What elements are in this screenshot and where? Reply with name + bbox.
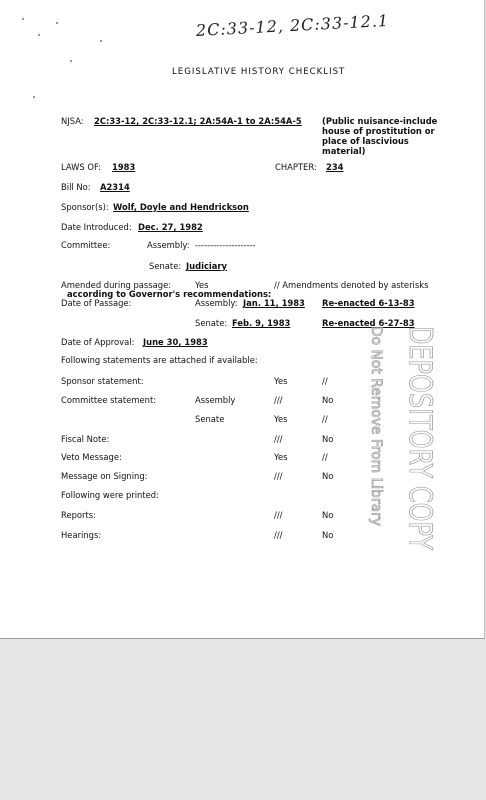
- amended-label: Amended during passage:: [61, 280, 172, 290]
- sponsor-statement-yes: Yes: [274, 376, 288, 386]
- printed-heading: Following were printed:: [61, 490, 159, 500]
- njsa-note-line: place of lascivious: [322, 136, 409, 146]
- page-title: LEGISLATIVE HISTORY CHECKLIST: [172, 67, 346, 77]
- fiscal-note-no: No: [322, 434, 334, 444]
- passage-assembly-label: Assembly:: [195, 298, 238, 308]
- reports-yes: ///: [274, 510, 283, 520]
- approval-label: Date of Approval:: [61, 337, 135, 347]
- committee-assembly-label: Assembly:: [147, 240, 190, 250]
- signing-message-no: No: [322, 471, 334, 481]
- committee-statement-assembly-yes: ///: [274, 395, 283, 405]
- committee-senate-value: Judiciary: [186, 261, 228, 271]
- chapter-label: CHAPTER:: [275, 162, 317, 172]
- passage-assembly-value: Jan. 11, 1983: [243, 298, 305, 308]
- scan-speck: [70, 60, 72, 62]
- laws-of-label: LAWS OF:: [61, 162, 101, 172]
- passage-senate-value: Feb. 9, 1983: [232, 318, 291, 328]
- signing-message-yes: ///: [274, 471, 283, 481]
- date-introduced-value: Dec. 27, 1982: [138, 222, 203, 232]
- committee-assembly-value: --------------------: [195, 240, 256, 250]
- date-introduced-label: Date Introduced:: [61, 222, 132, 232]
- depository-stamp-graphic: [366, 322, 446, 552]
- njsa-note-line: house of prostitution or: [322, 126, 435, 136]
- reports-no: No: [322, 510, 334, 520]
- njsa-note-line: material): [322, 146, 366, 156]
- njsa-label: NJSA:: [61, 116, 84, 126]
- scan-speck: [22, 18, 24, 20]
- bill-no-label: Bill No:: [61, 182, 91, 192]
- amended-note: // Amendments denoted by asterisks: [274, 280, 429, 290]
- sponsor-statement-label: Sponsor statement:: [61, 376, 144, 386]
- hearings-yes: ///: [274, 530, 283, 540]
- signing-message-label: Message on Signing:: [61, 471, 148, 481]
- stamp-line-1: DEPOSITORY COPY: [402, 326, 438, 552]
- scan-speck: [100, 40, 102, 42]
- sponsor-statement-no: //: [322, 376, 328, 386]
- governor-recommendations: according to Governor's recommendations:: [67, 289, 272, 299]
- passage-senate-label: Senate:: [195, 318, 228, 328]
- approval-value: June 30, 1983: [143, 337, 208, 347]
- committee-statement-senate-yes: Yes: [274, 414, 288, 424]
- passage-assembly-reenacted: Re-enacted 6-13-83: [322, 298, 415, 308]
- njsa-value: 2C:33-12, 2C:33-12.1; 2A:54A-1 to 2A:54A-5: [94, 116, 302, 126]
- scan-speck: [38, 34, 40, 36]
- committee-label: Committee:: [61, 240, 111, 250]
- chapter-value: 234: [326, 162, 344, 172]
- sponsors-label: Sponsor(s):: [61, 202, 109, 212]
- veto-message-no: //: [322, 452, 328, 462]
- depository-stamp: [366, 322, 446, 552]
- fiscal-note-label: Fiscal Note:: [61, 434, 110, 444]
- committee-senate-label: Senate:: [149, 261, 182, 271]
- committee-statement-label: Committee statement:: [61, 395, 157, 405]
- stamp-line-2: Do Not Remove From Library: [368, 326, 384, 529]
- committee-statement-assembly: Assembly: [195, 395, 236, 405]
- hearings-no: No: [322, 530, 334, 540]
- sponsors-value: Wolf, Doyle and Hendrickson: [113, 202, 249, 212]
- committee-statement-assembly-no: No: [322, 395, 334, 405]
- committee-statement-senate-no: //: [322, 414, 328, 424]
- veto-message-yes: Yes: [274, 452, 288, 462]
- bill-no-value: A2314: [100, 182, 130, 192]
- njsa-note-line: (Public nuisance-include: [322, 116, 438, 126]
- passage-label: Date of Passage:: [61, 298, 132, 308]
- scan-speck: [56, 22, 58, 24]
- passage-senate-reenacted: Re-enacted 6-27-83: [322, 318, 415, 328]
- fiscal-note-yes: ///: [274, 434, 283, 444]
- veto-message-label: Veto Message:: [61, 452, 122, 462]
- hearings-label: Hearings:: [61, 530, 102, 540]
- reports-label: Reports:: [61, 510, 96, 520]
- handwritten-note: 2C:33-12, 2C:33-12.1: [195, 10, 390, 40]
- amended-value: Yes: [195, 280, 209, 290]
- attached-heading: Following statements are attached if available:: [61, 355, 258, 365]
- laws-of-value: 1983: [112, 162, 136, 172]
- committee-statement-senate: Senate: [195, 414, 225, 424]
- scan-speck: [33, 96, 35, 98]
